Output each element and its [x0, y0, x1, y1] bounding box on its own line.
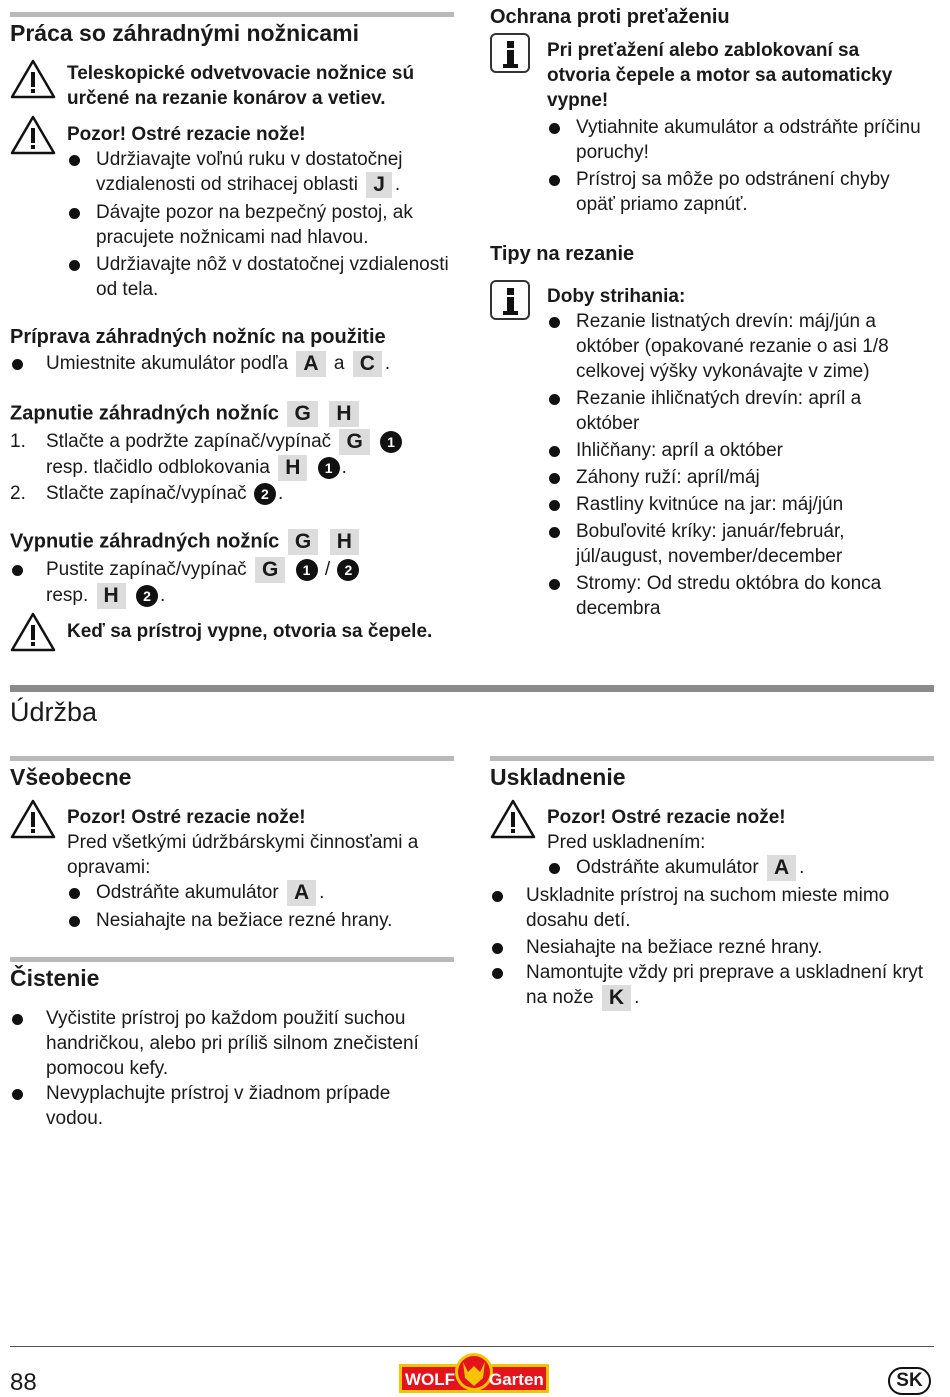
list-item: Uskladnite prístroj na suchom mieste mimo dosahu detí. [490, 883, 930, 933]
figure-ref-box: A [767, 855, 796, 881]
section-title-ochrana: Ochrana proti preťaženiu [490, 6, 730, 28]
list-item: Namontujte vždy pri preprave a uskladnení kryt na nože K . [490, 960, 930, 1011]
callout-number: 1 [380, 431, 402, 453]
info-icon [490, 280, 530, 320]
section-rule [490, 756, 934, 761]
list-item: Nesiahajte na bežiace rezné hrany. [490, 935, 930, 960]
page-number: 88 [10, 1369, 37, 1396]
step-number: 2. [10, 483, 26, 504]
callout-number: 1 [318, 457, 340, 479]
section-rule [10, 12, 454, 17]
warning-triangle-icon [10, 611, 56, 653]
list-item-text: Namontujte vždy pri preprave a uskladnení kryt na nože [526, 962, 924, 1009]
list-item: Vytiahnite akumulátor a odstráňte príčinu poruchy! [547, 115, 927, 165]
warning-text: Pred uskladnením: [547, 832, 706, 853]
list-item: Nevyplachujte prístroj v žiadnom prípade vodou. [10, 1081, 450, 1131]
section-title-text: Zapnutie záhradných nožníc [10, 402, 279, 425]
list-item: Odstráňte akumulátor A . [67, 880, 452, 906]
figure-ref-box: C [353, 351, 382, 377]
warning-triangle-icon [10, 798, 56, 840]
info-text: Pri preťažení alebo zablokovaní sa otvoria čepele a motor sa automaticky vypne! [547, 40, 893, 111]
figure-ref-box: H [278, 455, 307, 481]
step-text: resp. tlačidlo odblokovania [46, 457, 270, 479]
list-item-text: Odstráňte akumulátor [96, 882, 279, 904]
conjunction: a [333, 353, 345, 375]
figure-ref-box: H [329, 401, 358, 427]
warning-title: Pozor! Ostré rezacie nože! [547, 807, 786, 828]
list-item: Rezanie ihličnatých drevín: apríl a október [547, 386, 927, 436]
logo-text-left: WOLF [405, 1370, 456, 1389]
language-badge: SK [888, 1367, 931, 1395]
list-item: Prístroj sa môže po odstránení chyby opäť priamo zapnúť. [547, 167, 927, 217]
callout-number: 2 [136, 585, 158, 607]
section-title-vseobecne: Všeobecne [10, 764, 132, 790]
step-item: 2. Stlačte zapínač/vypínač 2 . [10, 483, 284, 504]
list-item-text: Umiestnite akumulátor podľa [46, 353, 289, 375]
warning-text: Teleskopické odvetvovacie nožnice sú určené na rezanie konárov a vetiev. [67, 63, 415, 109]
callout-number: 1 [296, 559, 318, 581]
figure-ref-box: G [288, 529, 318, 555]
figure-ref-box: K [602, 985, 631, 1011]
section-title-priprava: Príprava záhradných nožníc na použitie [10, 326, 386, 348]
list-item-text: resp. [46, 585, 89, 607]
section-title-text: Vypnutie záhradných nožníc [10, 530, 280, 553]
list-item-text: Udržiavajte voľnú ruku v dostatočnej vzdialenosti od strihacej oblasti [96, 149, 403, 196]
warning-text: Pred všetkými údržbárskymi činnosťami a opravami: [67, 832, 419, 878]
warning-triangle-icon [10, 58, 56, 100]
figure-ref-box: A [287, 880, 316, 906]
section-title-tipy: Tipy na rezanie [490, 243, 635, 265]
figure-ref-box: G [339, 429, 369, 455]
figure-ref-box: G [255, 557, 285, 583]
step-number: 1. [10, 431, 26, 452]
list-item: Vyčistite prístroj po každom použití suchou handričkou, alebo pri príliš silnom znečistení pomocou kefy. [10, 1006, 450, 1081]
list-item-text: Pustite zapínač/vypínač [46, 559, 247, 581]
info-text: Doby strihania: [547, 286, 686, 307]
list-item: Bobuľovité kríky: január/február, júl/august, november/december [547, 519, 927, 569]
list-item: Stromy: Od stredu októbra do konca decembra [547, 571, 927, 621]
list-item: Umiestnite akumulátor podľa A a C . [10, 351, 460, 377]
list-item: Odstráňte akumulátor A . [547, 855, 932, 881]
main-section-rule [10, 685, 934, 692]
figure-ref-box: J [366, 172, 392, 198]
list-item: Rezanie listnatých drevín: máj/jún a október (opakované rezanie o asi 1/8 celkovej výšky vykonávajte v zime) [547, 309, 927, 384]
warning-triangle-icon [490, 798, 536, 840]
warning-title: Pozor! Ostré rezacie nože! [67, 807, 306, 828]
warning-triangle-icon [10, 114, 56, 156]
list-item-text: Odstráňte akumulátor [576, 857, 759, 879]
section-title-praca: Práca so záhradnými nožnicami [10, 20, 359, 46]
list-item: Dávajte pozor na bezpečný postoj, ak pracujete nožnicami nad hlavou. [67, 200, 452, 250]
list-item: Ihličňany: apríl a október [547, 438, 927, 463]
callout-number: 2 [337, 559, 359, 581]
warning-text: Keď sa prístroj vypne, otvoria sa čepele. [67, 621, 433, 642]
section-title-uskladnenie: Uskladnenie [490, 764, 626, 790]
section-rule [10, 957, 454, 962]
section-title-zapnutie [10, 401, 460, 427]
list-item: Udržiavajte voľnú ruku v dostatočnej vzdialenosti od strihacej oblasti J . [67, 147, 452, 198]
list-item: Nesiahajte na bežiace rezné hrany. [67, 908, 452, 933]
list-item: Rastliny kvitnúce na jar: máj/jún [547, 492, 927, 517]
list-item: Udržiavajte nôž v dostatočnej vzdialenosti od tela. [67, 252, 452, 302]
section-title-vypnutie [10, 529, 460, 555]
footer-rule [10, 1346, 934, 1347]
step-item: 1. Stlačte a podržte zapínač/vypínač G 1 resp. tlačidlo odblokovania H 1 . [10, 429, 460, 481]
figure-ref-box: G [287, 401, 317, 427]
list-item: Záhony ruží: apríl/máj [547, 465, 927, 490]
separator: / [324, 559, 331, 581]
step-text: Stlačte zapínač/vypínač [46, 483, 247, 504]
warning-title: Pozor! Ostré rezacie nože! [67, 124, 306, 145]
callout-number: 2 [254, 483, 276, 505]
section-title-cistenie: Čistenie [10, 965, 100, 991]
logo-text-right: Garten [489, 1370, 544, 1389]
figure-ref-box: H [330, 529, 359, 555]
section-rule [10, 756, 454, 761]
list-item: Pustite zapínač/vypínač G 1 / 2 resp. H 2 . [10, 557, 460, 609]
step-text: Stlačte a podržte zapínač/vypínač [46, 431, 332, 453]
info-icon [490, 33, 530, 73]
figure-ref-box: H [97, 583, 126, 609]
figure-ref-box: A [296, 351, 325, 377]
wolf-garten-logo [399, 1352, 549, 1394]
main-section-title: Údržba [10, 697, 98, 727]
